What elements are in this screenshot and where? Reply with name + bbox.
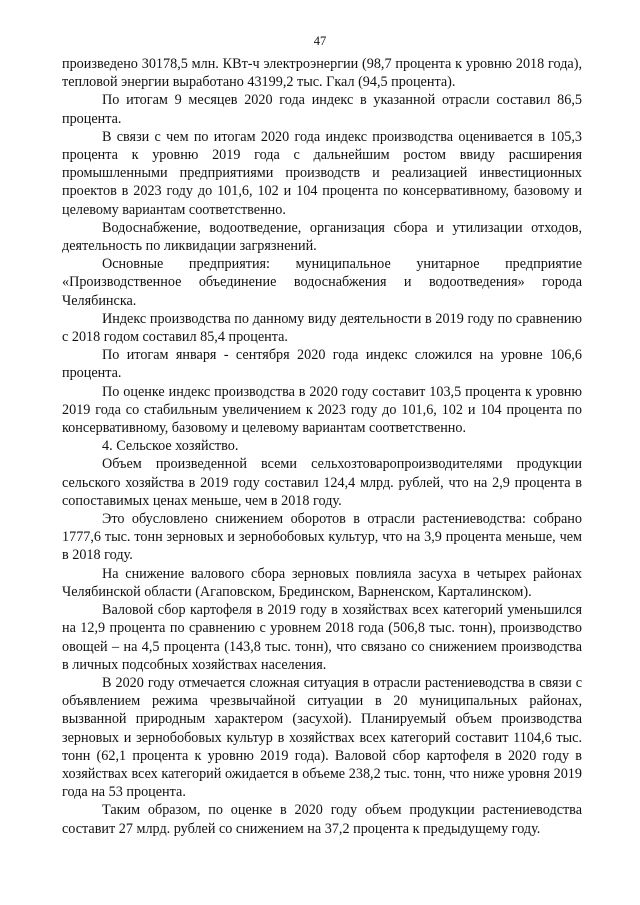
paragraph-4: Водоснабжение, водоотведение, организация сбора и утилизации отходов, деятельность по ликвидации загрязнений. [62,219,582,255]
paragraph-10: Объем произведенной всеми сельхозтоваропроизводителями продукции сельского хозяйства в 2019 году составил 124,4 млрд. рублей, что на 2,9 процента в сопоставимых ценах меньше, чем в 2018 году. [62,456,582,509]
paragraph-8: По оценке индекс производства в 2020 году составит 103,5 процента к уровню 2019 года со стабильным увеличением к 2023 году до 101,6, 102 и 104 процента по консервативному, базовому и целевому вариантам соответственно. [62,383,582,437]
paragraph-7: По итогам января - сентября 2020 года индекс сложился на уровне 106,6 процента. [62,347,582,382]
paragraph-2: По итогам 9 месяцев 2020 года индекс в указанной отрасли составил 86,5 процента. [62,92,582,127]
page-number: 47 [313,34,327,48]
paragraph-3: В связи с чем по итогам 2020 года индекс производства оценивается в 105,3 процента к уровню 2019 года с дальнейшим ростом ввиду расширения промышленными предприятиями производств и реализацией инвестиционных проектов в 2023 году до 101,6, 102 и 104 процента по консервативному, базовому и целевому вариантам соответственно. [62,128,582,218]
section-heading-agriculture: 4. Сельское хозяйство. [102,438,239,455]
paragraph-1: произведено 30178,5 млн. КВт-ч электроэнергии (98,7 процента к уровню 2018 года), тепловой энергии выработано 43199,2 тыс. Гкал (94,5 процента). [62,56,582,91]
paragraph-6: Индекс производства по данному виду деятельности в 2019 году по сравнению с 2018 годом составил 85,4 процента. [62,310,582,346]
paragraph-13: Валовой сбор картофеля в 2019 году в хозяйствах всех категорий уменьшился на 12,9 процента по сравнению с уровнем 2018 года (506,8 тыс. тонн), производство овощей – на 4,5 процента (143,8 тыс. тонн), что связано со снижением производства в личных подсобных хозяйствах населения. [62,602,582,673]
document-body [62,55,582,838]
paragraph-5: Основные предприятия: муниципальное унитарное предприятие «Производственное объединение водоснабжения и водоотведения» города Челябинска. [62,256,582,309]
paragraph-14: В 2020 году отмечается сложная ситуация в отрасли растениеводства в связи с объявлением режима чрезвычайной ситуации в 20 муниципальных районах, вызванной природным характером (засухой). Планируемый объем производства зерновых и зернобобовых культур в хозяйствах всех категорий составит 1104,6 тыс. тонн (62,1 процента к уровню 2019 года). Валовой сбор картофеля в 2020 году в хозяйствах всех категорий ожидается в объеме 238,2 тыс. тонн, что ниже уровня 2019 года на 53 процента. [62,674,582,801]
paragraph-11: Это обусловлено снижением оборотов в отрасли растениеводства: собрано 1777,6 тыс. тонн зерновых и зернобобовых культур, что на 3,9 процента меньше, чем в 2018 году. [62,511,582,564]
paragraph-15: Таким образом, по оценке в 2020 году объем продукции растениеводства составит 27 млрд. рублей со снижением на 37,2 процента к предыдущему году. [62,802,582,837]
paragraph-12: На снижение валового сбора зерновых повлияла засуха в четырех районах Челябинской области (Агаповском, Брединском, Варненском, Карталинском). [62,565,582,600]
